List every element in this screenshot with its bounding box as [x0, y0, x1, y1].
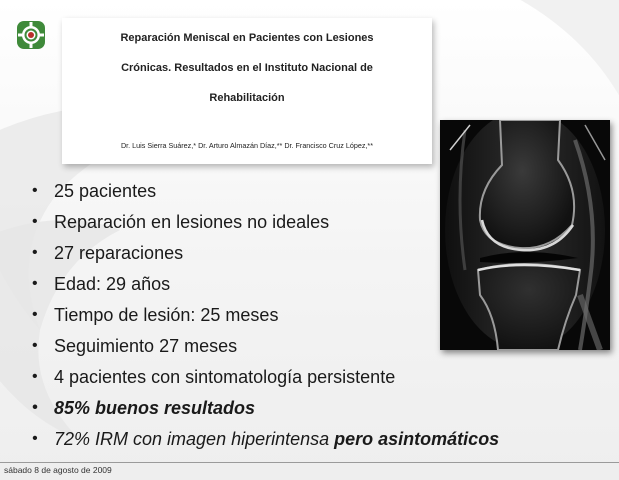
article-title-line-3: Rehabilitación	[209, 92, 285, 104]
list-item-text: 72% IRM con imagen hiperintensa	[54, 429, 335, 449]
list-item	[32, 364, 499, 395]
list-item-text: Edad: 29 años	[54, 274, 171, 294]
list-item	[32, 333, 499, 364]
list-item-text: 85% buenos resultados	[54, 398, 256, 418]
bullet-icon: •	[32, 399, 38, 416]
list-item-text: Seguimiento 27 meses	[54, 336, 238, 356]
bullet-icon: •	[32, 306, 38, 323]
bullet-icon: •	[32, 337, 38, 354]
list-item-text: 27 reparaciones	[54, 243, 184, 263]
article-header-card	[62, 18, 432, 164]
bullet-icon: •	[32, 244, 38, 261]
article-title-line-2: Crónicas. Resultados en el Instituto Nacional de	[121, 62, 373, 74]
institution-logo-icon	[16, 20, 46, 50]
list-item	[32, 240, 499, 271]
article-title-line-1: Reparación Meniscal en Pacientes con Lesiones	[120, 32, 374, 44]
list-item-text: Reparación en lesiones no ideales	[54, 212, 330, 232]
list-item-emphasis: pero asintomáticos	[334, 429, 500, 449]
list-item-highlight	[32, 426, 499, 457]
list-item-text: 4 pacientes con sintomatología persistente	[54, 367, 396, 387]
bullet-icon: •	[32, 368, 38, 385]
footer-date: sábado 8 de agosto de 2009	[4, 465, 112, 475]
bullet-icon: •	[32, 182, 38, 199]
list-item	[32, 302, 499, 333]
list-item	[32, 271, 499, 302]
bullet-icon: •	[32, 430, 38, 447]
bullet-icon: •	[32, 213, 38, 230]
footer-divider	[0, 462, 619, 463]
list-item	[32, 209, 499, 240]
list-item	[32, 178, 499, 209]
list-item-text: Tiempo de lesión: 25 meses	[54, 305, 279, 325]
article-authors: Dr. Luis Sierra Suárez,* Dr. Arturo Almazán Díaz,** Dr. Francisco Cruz López,**	[120, 141, 374, 150]
list-item-text: 25 pacientes	[54, 181, 157, 201]
list-item-highlight	[32, 395, 499, 426]
findings-list	[32, 178, 499, 457]
bullet-icon: •	[32, 275, 38, 292]
